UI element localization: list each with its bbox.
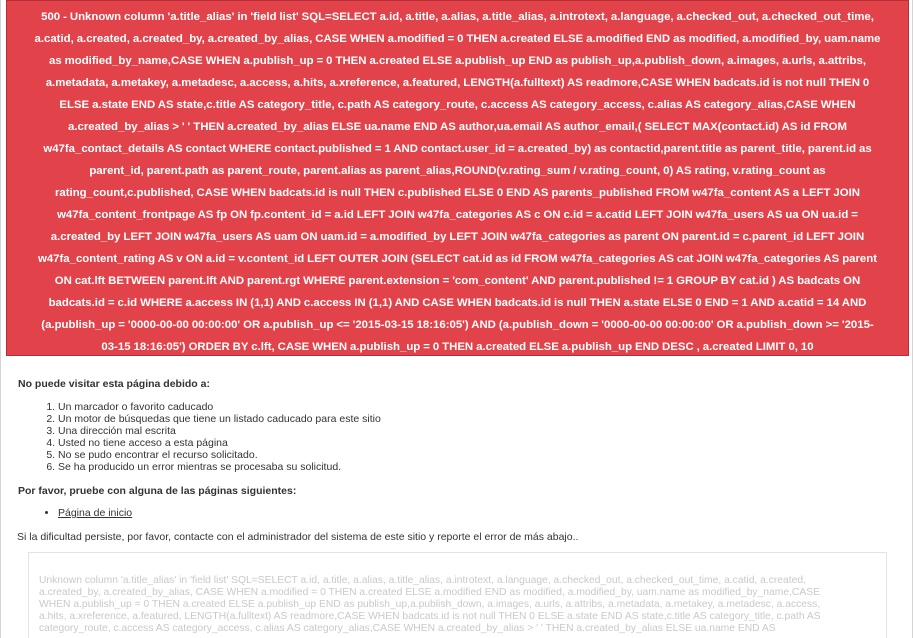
reason-item: 6. Se ha producido un error mientras se procesaba su solicitud. bbox=[58, 461, 381, 473]
error-detail-line: a.created_by, a.created_by_alias, CASE WHEN a.modified = 0 THEN a.created ELSE a.modified END as modified, a.modified_by, uam.name as modified_by_name,CASE bbox=[39, 587, 820, 598]
sql-error-line: a.created_by_alias > ' ' THEN a.created_by_alias ELSE ua.name END AS author,ua.email AS author_email,( SELECT MAX(contact.id) AS id FROM bbox=[67, 121, 848, 133]
reasons-list bbox=[42, 401, 381, 473]
error-detail-line: Unknown column 'a.title_alias' in 'field list' SQL=SELECT a.id, a.title, a.alias, a.title_alias, a.introtext, a.language, a.checked_out, a.checked_out_time, a.catid, a.created, bbox=[39, 575, 806, 586]
sql-error-line: a.catid, a.created, a.created_by, a.created_by_alias, CASE WHEN a.modified = 0 THEN a.created ELSE a.modified END as modified, a.modified_by, uam.name bbox=[34, 33, 881, 45]
error-detail-line: a.hits, a.xreference, a.featured, LENGTH(a.fulltext) AS readmore,CASE WHEN badcats.id is not null THEN 0 ELSE a.state END AS state,c.title AS category_title, c.path AS bbox=[39, 611, 821, 622]
try-pages-heading: Por favor, pruebe con alguna de las páginas siguientes: bbox=[18, 485, 297, 497]
sql-error-line: (a.publish_up = '0000-00-00 00:00:00' OR a.publish_up <= '2015-03-15 18:16:05') AND (a.publish_down = '0000-00-00 00:00:00' OR a.publish_down >= '2015- bbox=[41, 319, 874, 331]
reason-item: 4. Usted no tiene acceso a esta página bbox=[58, 437, 381, 449]
reason-item: 2. Un motor de búsquedas que tiene un listado caducado para este sitio bbox=[58, 413, 381, 425]
error-detail-box bbox=[28, 552, 887, 638]
sql-error-line: ELSE a.state END AS state,c.title AS category_title, c.path AS category_route, c.access AS category_access, c.alias AS category_alias,CASE WHEN bbox=[59, 99, 856, 111]
sql-error-line: parent_id, parent.path as parent_route, parent.alias as parent_alias,ROUND(v.rating_sum / v.rating_count, 0) AS rating, v.rating_count as bbox=[89, 165, 826, 177]
cannot-visit-heading: No puede visitar esta página debido a: bbox=[18, 378, 210, 390]
sql-error-line: w47fa_contact_details AS contact WHERE contact.published = 1 AND contact.user_id = a.created_by) as contactid,parent.title as parent_title, parent.id as bbox=[43, 143, 872, 155]
reason-item: 5. No se pudo encontrar el recurso solicitado. bbox=[58, 449, 381, 461]
sql-error-line: 03-15 18:16:05') ORDER BY c.lft, CASE WHEN a.publish_up = 0 THEN a.created ELSE a.publish_up END DESC , a.created LIMIT 0, 10 bbox=[101, 341, 814, 353]
reason-item: 1. Un marcador o favorito caducado bbox=[58, 401, 381, 413]
pages-list bbox=[42, 507, 132, 519]
sql-error-banner bbox=[6, 0, 909, 356]
reason-item: 3. Una dirección mal escrita bbox=[58, 425, 381, 437]
error-detail-line: category_route, c.access AS category_access, c.alias AS category_alias,CASE WHEN a.created_by_alias > ' ' THEN a.created_by_alias ELSE ua.name END AS bbox=[39, 623, 776, 634]
contact-admin-text: Si la dificultad persiste, por favor, contacte con el administrador del sistema de este sitio y reporte el error de más abajo.. bbox=[17, 531, 579, 543]
home-page-link[interactable]: Página de inicio bbox=[58, 507, 133, 519]
sql-error-line: rating_count,c.published, CASE WHEN badcats.id is null THEN c.published ELSE 0 END AS parents_published FROM w47fa_content AS a LEFT JOIN bbox=[54, 187, 861, 199]
sql-error-line: w47fa_content_rating AS v ON a.id = v.content_id LEFT OUTER JOIN (SELECT cat.id as id FROM w47fa_categories AS cat JOIN w47fa_categories AS parent bbox=[37, 253, 878, 265]
sql-error-line: ON cat.lft BETWEEN parent.lft AND parent.rgt WHERE parent.extension = 'com_content' AND parent.published != 1 GROUP BY cat.id ) AS badcats ON bbox=[54, 275, 861, 287]
sql-error-line: 500 - Unknown column 'a.title_alias' in 'field list' SQL=SELECT a.id, a.title, a.alias, a.title_alias, a.introtext, a.language, a.checked_out, a.checked_out_time, bbox=[41, 11, 874, 23]
sql-error-line: a.metadata, a.metakey, a.metadesc, a.access, a.hits, a.xreference, a.featured, LENGTH(a.fulltext) AS readmore,CASE WHEN badcats.id is not null THEN 0 bbox=[45, 77, 870, 89]
sql-error-line: as modified_by_name,CASE WHEN a.publish_up = 0 THEN a.created ELSE a.publish_up END as publish_up,a.publish_down, a.images, a.urls, a.attribs, bbox=[49, 55, 866, 67]
error-detail-line: WHEN a.publish_up = 0 THEN a.created ELSE a.publish_up END as publish_up,a.publish_down, a.images, a.urls, a.attribs, a.metadata, a.metakey, a.metadesc, a.access, bbox=[39, 599, 821, 610]
page-list-item bbox=[58, 507, 132, 519]
sql-error-line: badcats.id = c.id WHERE a.access IN (1,1) AND c.access IN (1,1) AND CASE WHEN badcats.id is null THEN a.state ELSE 0 END = 1 AND a.catid = 14 AND bbox=[48, 297, 867, 309]
sql-error-line: a.created_by LEFT JOIN w47fa_users AS uam ON uam.id = a.modified_by LEFT JOIN w47fa_categories as parent ON parent.id = c.parent_id LEFT JOIN bbox=[50, 231, 865, 243]
sql-error-line: w47fa_content_frontpage AS fp ON fp.content_id = a.id LEFT JOIN w47fa_categories AS c ON c.id = a.catid LEFT JOIN w47fa_users AS ua ON ua.id = bbox=[57, 209, 858, 221]
